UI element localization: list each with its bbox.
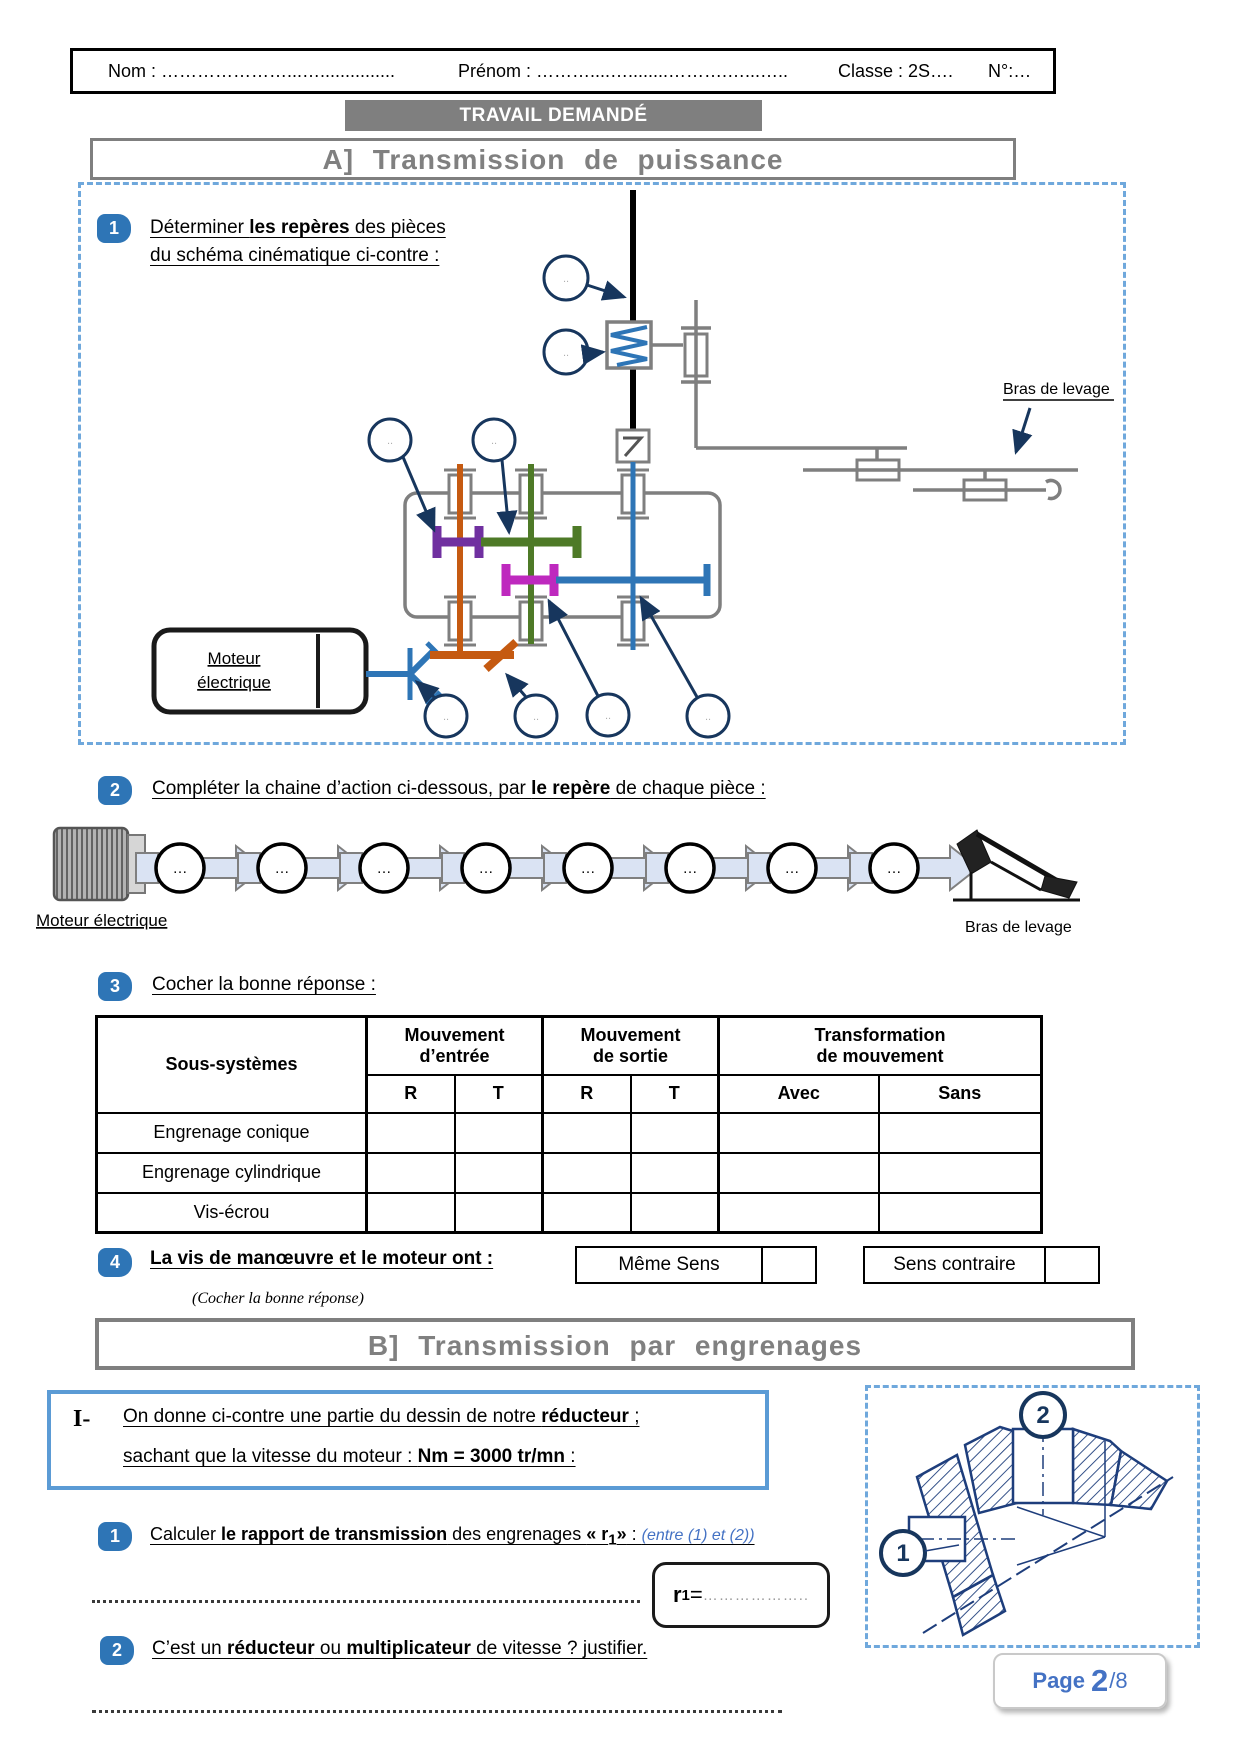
svg-text:..: .. bbox=[704, 711, 712, 723]
answer-cell[interactable] bbox=[455, 1193, 543, 1233]
movement-table bbox=[95, 1015, 1043, 1234]
answer-cell[interactable] bbox=[879, 1153, 1042, 1193]
answer-cell[interactable] bbox=[631, 1153, 719, 1193]
answer-cell[interactable] bbox=[719, 1153, 879, 1193]
col-subsystems: Sous-systèmes bbox=[97, 1017, 367, 1113]
answer-cell[interactable] bbox=[543, 1113, 631, 1153]
section-a-title: A] Transmission de puissance bbox=[90, 138, 1016, 180]
badge-q2: 2 bbox=[98, 776, 132, 805]
answer-circle[interactable] bbox=[544, 256, 624, 300]
answer-cell[interactable] bbox=[455, 1153, 543, 1193]
b1-text: Calculer le rapport de transmission des engrenages « $r_1$» : (entre (1) et (2)) bbox=[150, 1524, 755, 1549]
option-label: Sens contraire bbox=[893, 1254, 1016, 1275]
answer-cell[interactable] bbox=[455, 1113, 543, 1153]
row-label: Vis-écrou bbox=[97, 1193, 367, 1233]
b2-text: C’est un réducteur ou multiplicateur de vitesse ? justifier. bbox=[152, 1638, 648, 1659]
svg-text:…: … bbox=[274, 860, 290, 877]
col-transformation: Transformation de mouvement bbox=[719, 1017, 1042, 1075]
svg-text:2: 2 bbox=[1036, 1402, 1050, 1429]
table-row bbox=[97, 1193, 1042, 1233]
answer-circle[interactable] bbox=[369, 419, 434, 530]
sub-t-out: T bbox=[631, 1075, 719, 1113]
checkbox-meme-sens[interactable] bbox=[761, 1248, 815, 1282]
svg-text:..: .. bbox=[562, 347, 570, 359]
motor-label-1: Moteur bbox=[207, 649, 261, 668]
b1-hint: (entre (1) et (2)) bbox=[641, 1527, 755, 1544]
chain-slots bbox=[136, 844, 978, 892]
checkbox-sens-contraire[interactable] bbox=[1044, 1248, 1098, 1282]
answer-circle[interactable] bbox=[641, 598, 729, 737]
answer-cell[interactable] bbox=[631, 1193, 719, 1233]
col-movement-in: Mouvement d’entrée bbox=[367, 1017, 543, 1075]
row-label: Engrenage cylindrique bbox=[97, 1153, 367, 1193]
page-number-badge: Page 2 /8 bbox=[993, 1653, 1167, 1709]
col-movement-out: Mouvement de sortie bbox=[543, 1017, 719, 1075]
answer-cell[interactable] bbox=[543, 1153, 631, 1193]
answer-cell[interactable] bbox=[879, 1193, 1042, 1233]
answer-cell[interactable] bbox=[719, 1193, 879, 1233]
motor-label-2: électrique bbox=[197, 673, 271, 692]
kinematic-diagram bbox=[78, 184, 1126, 743]
option-sens-contraire bbox=[863, 1246, 1100, 1284]
svg-text:…: … bbox=[682, 860, 698, 877]
badge-q1: 1 bbox=[97, 214, 131, 243]
roman-numeral: I- bbox=[73, 1406, 91, 1432]
sub-r-in: R bbox=[367, 1075, 455, 1113]
svg-text:…: … bbox=[376, 860, 392, 877]
q4-text: La vis de manœuvre et le moteur ont : bbox=[150, 1248, 494, 1269]
svg-text:…: … bbox=[172, 860, 188, 877]
answer-line[interactable] bbox=[92, 1692, 782, 1713]
firstname-field[interactable]: Prénom : ………....…........……….…...….. bbox=[458, 61, 789, 81]
svg-text:..: .. bbox=[532, 711, 540, 723]
answer-cell[interactable] bbox=[367, 1153, 455, 1193]
q4-note: (Cocher la bonne réponse) bbox=[192, 1290, 364, 1307]
banner-travail-demande: TRAVAIL DEMANDÉ bbox=[345, 100, 762, 131]
name-field[interactable]: Nom : …………………...…............... bbox=[108, 61, 396, 81]
answer-circle[interactable] bbox=[417, 682, 467, 737]
answer-cell[interactable] bbox=[719, 1113, 879, 1153]
badge-q3: 3 bbox=[98, 972, 132, 1001]
number-field[interactable]: N°:… bbox=[988, 61, 1032, 81]
sub-r-out: R bbox=[543, 1075, 631, 1113]
table-row bbox=[97, 1113, 1042, 1153]
answer-circle[interactable] bbox=[473, 419, 515, 532]
svg-text:…: … bbox=[580, 860, 596, 877]
motor-icon bbox=[54, 828, 145, 900]
intro-line-2: sachant que la vitesse du moteur : Nm = 3000 tr/mn : bbox=[123, 1446, 576, 1467]
answer-cell[interactable] bbox=[367, 1193, 455, 1233]
answer-cell[interactable] bbox=[879, 1113, 1042, 1153]
badge-q4: 4 bbox=[98, 1248, 132, 1277]
badge-b2: 2 bbox=[100, 1636, 134, 1665]
answer-cell[interactable] bbox=[367, 1113, 455, 1153]
sub-avec: Avec bbox=[719, 1075, 879, 1113]
intro-line-1: On donne ci-contre une partie du dessin de notre réducteur ; bbox=[123, 1406, 640, 1427]
svg-text:…: … bbox=[886, 860, 902, 877]
intro-box bbox=[47, 1390, 769, 1490]
student-header-box bbox=[70, 48, 1056, 94]
bras-de-levage-label: Bras de levage bbox=[1003, 381, 1110, 398]
motor-box bbox=[154, 630, 366, 712]
r1-answer-box[interactable]: r 1 = ……………….. bbox=[652, 1562, 830, 1628]
badge-b1: 1 bbox=[98, 1522, 132, 1551]
table-row bbox=[97, 1153, 1042, 1193]
q1-text: Déterminer les repères des pièces du schéma cinématique ci-contre : bbox=[150, 217, 446, 266]
chain-slot[interactable] bbox=[850, 844, 978, 892]
action-chain bbox=[30, 820, 1210, 970]
svg-text:..: .. bbox=[490, 435, 498, 447]
answer-cell[interactable] bbox=[631, 1113, 719, 1153]
sub-t-in: T bbox=[455, 1075, 543, 1113]
sub-sans: Sans bbox=[879, 1075, 1042, 1113]
option-meme-sens bbox=[575, 1246, 817, 1284]
svg-text:..: .. bbox=[604, 710, 612, 722]
svg-text:..: .. bbox=[386, 435, 394, 447]
svg-text:..: .. bbox=[562, 273, 570, 285]
lifting-arm-icon bbox=[953, 830, 1080, 900]
svg-text:..: .. bbox=[442, 711, 450, 723]
svg-text:…: … bbox=[784, 860, 800, 877]
answer-circle[interactable] bbox=[549, 601, 629, 736]
q2-text: Compléter la chaine d’action ci-dessous, par le repère de chaque pièce : bbox=[152, 778, 766, 799]
bras-pointer-arrow bbox=[1016, 408, 1030, 452]
bevel-gear-drawing bbox=[865, 1385, 1200, 1648]
answer-line[interactable] bbox=[92, 1582, 640, 1603]
nut-spring-symbol bbox=[607, 322, 651, 368]
answer-cell[interactable] bbox=[543, 1193, 631, 1233]
pivot-symbol bbox=[617, 430, 649, 462]
q3-text: Cocher la bonne réponse : bbox=[152, 974, 376, 995]
section-b-title: B] Transmission par engrenages bbox=[95, 1318, 1135, 1370]
chain-motor-label: Moteur électrique bbox=[36, 911, 168, 930]
answer-circle[interactable] bbox=[544, 330, 603, 374]
svg-text:…: … bbox=[478, 860, 494, 877]
option-label: Même Sens bbox=[618, 1254, 720, 1275]
class-field[interactable]: Classe : 2S…. bbox=[838, 61, 954, 81]
callout-2 bbox=[1021, 1393, 1065, 1437]
chain-bras-label: Bras de levage bbox=[965, 919, 1072, 936]
answer-circle[interactable] bbox=[507, 675, 557, 737]
svg-text:1: 1 bbox=[896, 1540, 910, 1567]
row-label: Engrenage conique bbox=[97, 1113, 367, 1153]
